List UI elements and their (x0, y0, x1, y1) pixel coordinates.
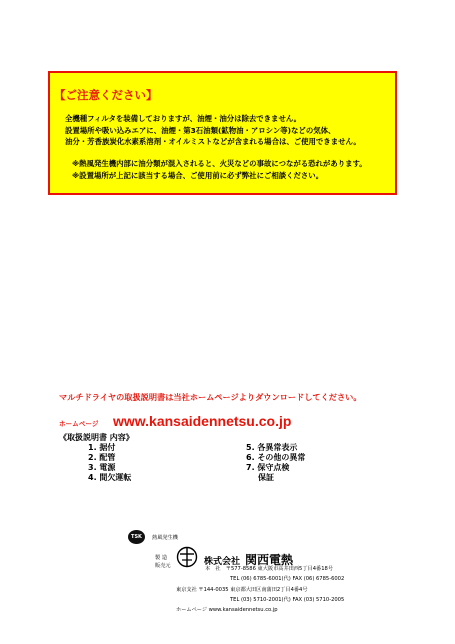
maker-role: 販売元 (155, 563, 171, 569)
homepage-url[interactable]: www.kansaidennetsu.co.jp (113, 413, 292, 429)
maker-role-labels (155, 554, 171, 570)
caution-line: 油分・芳香族炭化水素系溶剤・オイルミストなどが含まれる場合は、ご使用できません。 (65, 137, 361, 146)
company-logo-mark (176, 546, 198, 568)
manual-item: 保証 (258, 473, 274, 482)
caution-notes (72, 158, 367, 181)
homepage-label: ホームページ (59, 420, 99, 428)
product-type-label: 熱風発生機 (152, 535, 178, 541)
manual-item: 3. 電源 (88, 463, 116, 472)
caution-title: 【ご注意ください】 (54, 88, 158, 102)
manual-item: 5. 各異常表示 (246, 443, 298, 452)
company-name-main: 関西電熱 (245, 553, 294, 567)
address-line: 本 社 〒577-8586 東大阪市高井田西5丁目4番18号 (205, 566, 334, 572)
address-line: ホームページ www.kansaidennetsu.co.jp (176, 607, 278, 613)
manual-item: 1. 据付 (88, 443, 116, 452)
address-line: TEL (03) 5710-2001(代) FAX (03) 5710-2005 (230, 597, 345, 603)
manual-item: 2. 配管 (88, 453, 116, 462)
manual-item: 7. 保守点検 (246, 463, 290, 472)
manual-contents-list-right (246, 443, 305, 483)
caution-note: ※設置場所が上記に該当する場合、ご使用前に必ず弊社にご相談ください。 (72, 170, 324, 180)
address-line: 東京支社 〒144-0035 東京都大田区南蒲田2丁目4番4号 (176, 587, 308, 593)
manual-contents-heading: 《取扱説明書 内容》 (59, 433, 134, 442)
manual-item: 6. その他の異常 (246, 453, 306, 462)
company-prefix: 株式会社 (204, 557, 241, 567)
manual-contents-list-left (88, 443, 131, 483)
caution-note: ※熱風発生機内部に油分類が混入されると、火災などの事故につながる恐れがあります。 (72, 159, 367, 168)
caution-line: 設置場所や吸い込みエアに、油煙・第3石油類(鉱物油・アロシン等)などの気体、 (65, 125, 336, 135)
manual-item: 4. 間欠運転 (88, 473, 132, 482)
caution-box (48, 71, 397, 195)
maker-role: 製 造 (155, 555, 168, 561)
tsk-logo: TSK (128, 530, 145, 544)
address-line: TEL (06) 6785-6001(代) FAX (06) 6785-6002 (230, 576, 345, 582)
caution-line: 全機種フィルタを装備しておりますが、油煙・油分は除去できません。 (65, 114, 302, 123)
download-notice: マルチドライヤの取扱説明書は当社ホームページよりダウンロードしてください。 (59, 392, 362, 402)
caution-body (65, 113, 361, 148)
